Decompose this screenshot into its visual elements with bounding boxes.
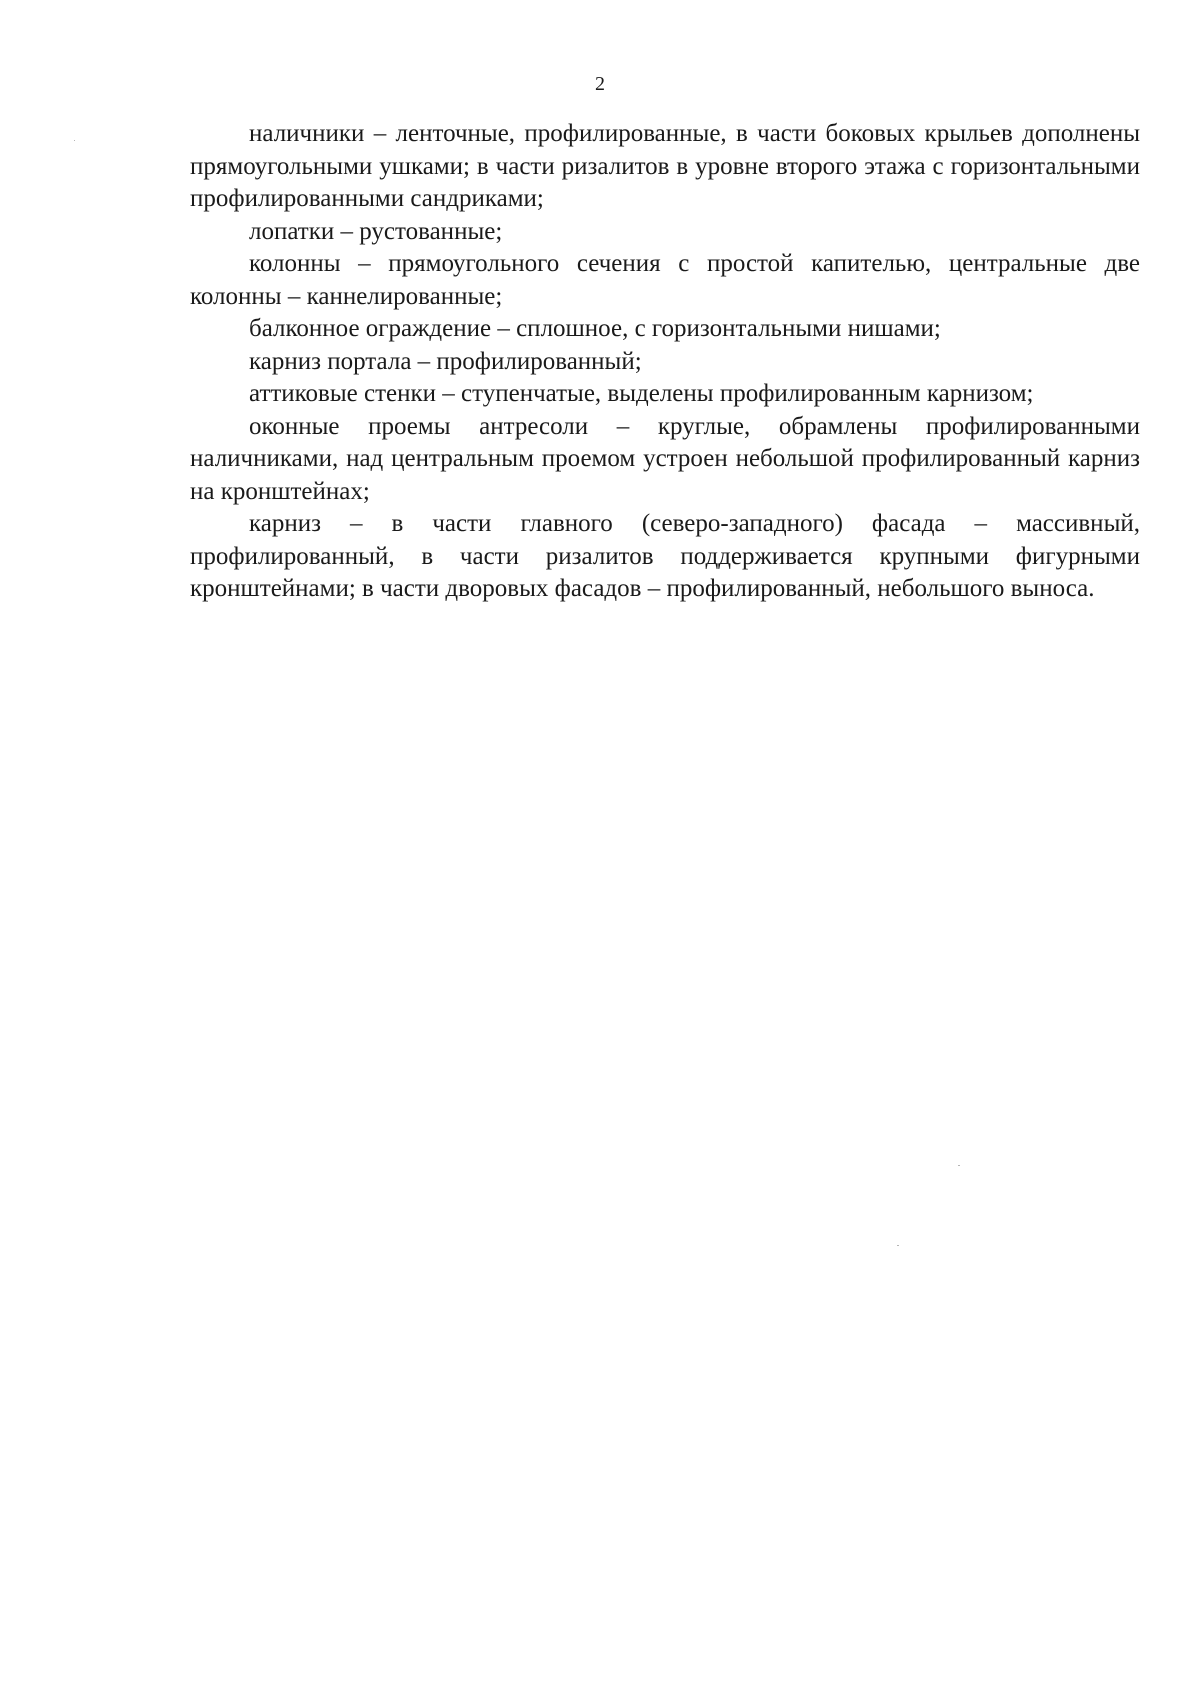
scan-speck: [74, 140, 75, 141]
paragraph-kolonny: колонны – прямоугольного сечения с простой капителью, центральные две колонны – каннелированные;: [190, 250, 1140, 310]
document-body: [190, 118, 1140, 606]
paragraph-karniz: карниз – в части главного (северо-западного) фасада – массивный, профилированный, в части ризалитов поддерживается крупными фигурными кронштейнами; в части дворовых фасадов – профилированный, небольшого выноса.: [190, 510, 1140, 602]
paragraph-karniz-portala: карниз портала – профилированный;: [249, 347, 642, 375]
scan-speck: [958, 1165, 960, 1166]
paragraph-nalichniki: наличники – ленточные, профилированные, в части боковых крыльев дополнены прямоугольными ушками; в части ризалитов в уровне второго этажа с горизонтальными профилированными сандриками;: [190, 120, 1140, 212]
paragraph-okonnye-proemy: оконные проемы антресоли – круглые, обрамлены профилированными наличниками, над центральным проемом устроен небольшой профилированный карниз на кронштейнах;: [190, 412, 1140, 505]
page-number: 2: [595, 73, 605, 95]
scan-speck: [897, 1245, 899, 1246]
paragraph-attikovye-stenki: аттиковые стенки – ступенчатые, выделены профилированным карнизом;: [249, 380, 1034, 407]
paragraph-balkonnoe-ograzhdenie: балконное ограждение – сплошное, с горизонтальными нишами;: [249, 315, 941, 342]
paragraph-lopatki: лопатки – рустованные;: [249, 217, 503, 245]
